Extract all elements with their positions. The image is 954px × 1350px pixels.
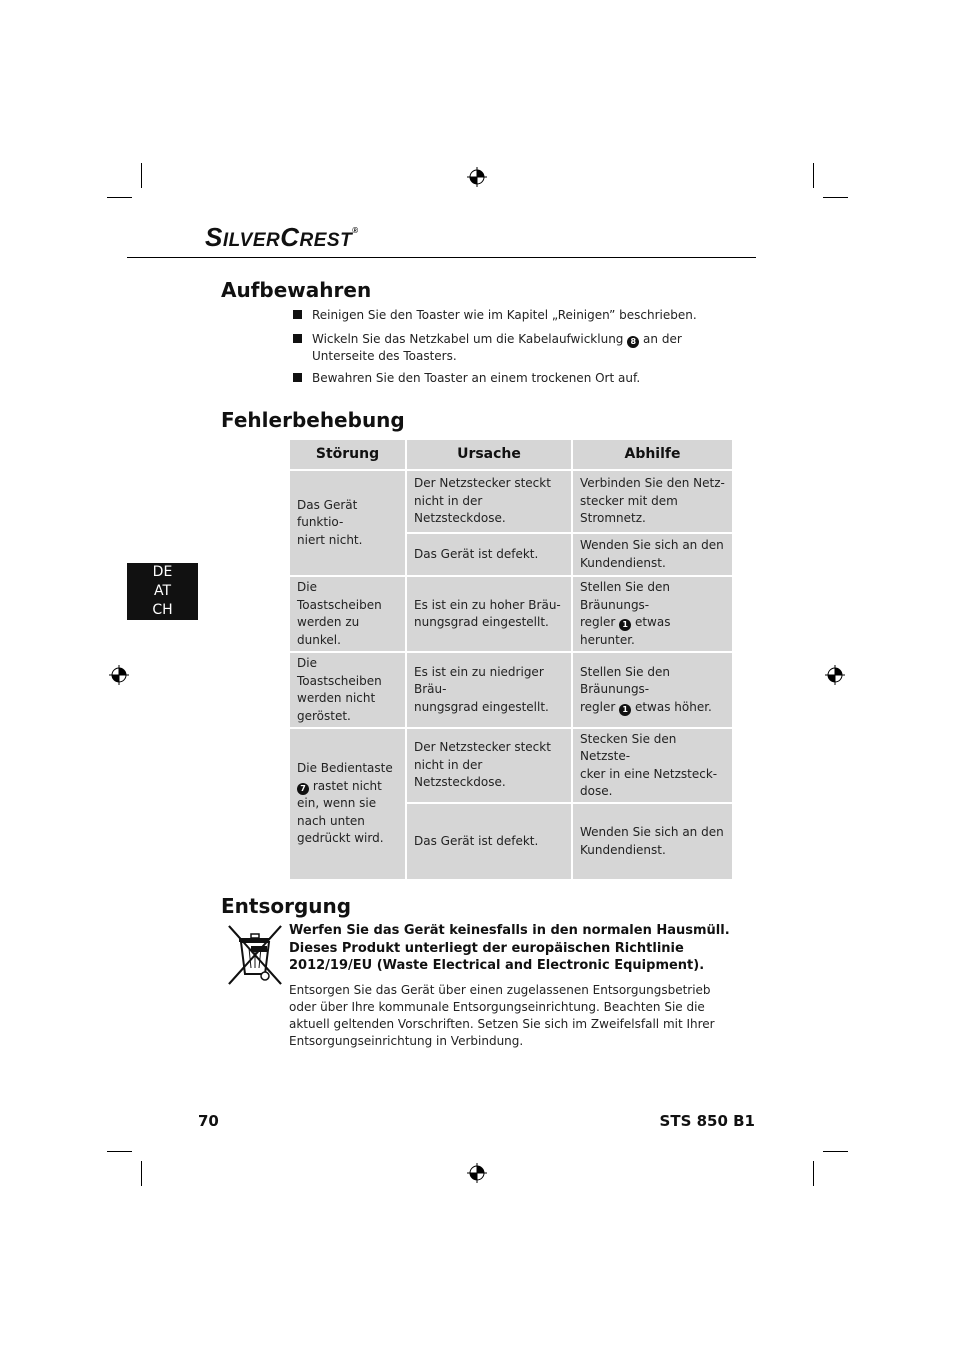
bullet-icon	[293, 373, 302, 382]
crop-mark	[141, 163, 142, 188]
table-cell-abhilfe: Stecken Sie den Netzste- cker in eine Netzsteck- dose.	[573, 729, 732, 802]
text-fragment: an der Unterseite des Toasters.	[312, 332, 682, 363]
header-rule	[127, 257, 756, 258]
section-title-entsorgung: Entsorgung	[221, 894, 352, 918]
text-fragment: etwas herunter.	[580, 615, 671, 647]
section-title-aufbewahren: Aufbewahren	[221, 278, 372, 302]
list-item	[293, 370, 723, 386]
logo-part: S	[205, 222, 223, 252]
troubleshooting-table	[290, 440, 732, 879]
registration-mark-icon	[467, 1163, 487, 1183]
table-header-stoerung: Störung	[290, 440, 405, 469]
cell-text	[580, 664, 725, 717]
table-cell-abhilfe: Wenden Sie sich an den Kundendienst.	[573, 804, 732, 879]
crop-mark	[823, 197, 848, 198]
table-cell-abhilfe	[573, 653, 732, 727]
part-reference-1: 1	[619, 619, 631, 631]
crop-mark	[107, 1151, 132, 1152]
page-number: 70	[198, 1112, 219, 1130]
table-cell-stoerung: Das Gerät funktio- niert nicht.	[290, 471, 405, 575]
table-cell-abhilfe: Wenden Sie sich an den Kundendienst.	[573, 534, 732, 575]
cell-text	[580, 579, 725, 649]
crop-mark	[813, 1161, 814, 1186]
text-fragment: Stellen Sie den Bräunungs- regler	[580, 664, 670, 714]
table-cell-stoerung	[290, 729, 405, 879]
table-cell-ursache: Es ist ein zu niedriger Bräu- nungsgrad eingestellt.	[407, 653, 571, 727]
list-item	[293, 307, 723, 323]
lang-code: CH	[152, 602, 173, 618]
table-cell-abhilfe: Verbinden Sie den Netz- stecker mit dem Stromnetz.	[573, 471, 732, 532]
crop-mark	[141, 1161, 142, 1186]
table-cell-ursache: Das Gerät ist defekt.	[407, 534, 571, 575]
table-cell-ursache: Der Netzstecker steckt nicht in der Netzsteckdose.	[407, 471, 571, 532]
part-reference-1: 1	[619, 704, 631, 716]
logo-part: ILVER	[222, 230, 281, 251]
crossed-out-wheelie-bin-icon	[225, 922, 285, 988]
lang-code: DE	[152, 564, 173, 580]
text-fragment: Wickeln Sie das Netzkabel um die Kabelaufwicklung	[312, 332, 628, 346]
table-cell-ursache: Es ist ein zu hoher Bräu- nungsgrad eingestellt.	[407, 577, 571, 651]
registered-mark: ®	[352, 226, 359, 235]
bullet-icon	[293, 334, 302, 343]
language-tab	[127, 563, 198, 620]
list-item-text: Bewahren Sie den Toaster an einem trockenen Ort auf.	[312, 371, 641, 385]
table-cell-stoerung: Die Toastscheiben werden nicht geröstet.	[290, 653, 405, 727]
disposal-warning: Werfen Sie das Gerät keinesfalls in den normalen Hausmüll. Dieses Produkt unterliegt der europäischen Richtlinie 2012/19/EU (Waste Electrical and Electronic Equipment).	[289, 923, 730, 973]
table-cell-ursache: Das Gerät ist defekt.	[407, 804, 571, 879]
crop-mark	[107, 197, 132, 198]
table-cell-abhilfe	[573, 577, 732, 651]
disposal-instructions: Entsorgen Sie das Gerät über einen zugelassenen Entsorgungsbetrieb oder über Ihre kommunale Entsorgungseinrichtung. Beachten Sie die aktuell geltenden Vorschriften. Setzen Sie sich im Zweifelsfall mit Ihrer Entsorgungseinrichtung in Verbindung.	[289, 983, 715, 1048]
logo-part: REST	[299, 230, 353, 251]
registration-mark-icon	[109, 665, 129, 685]
text-fragment: Stellen Sie den Bräunungs- regler	[580, 580, 670, 629]
cell-text	[297, 760, 398, 848]
text-fragment: etwas höher.	[631, 699, 712, 714]
list-item-text: Reinigen Sie den Toaster wie im Kapitel „Reinigen” beschrieben.	[312, 308, 697, 322]
crop-mark	[813, 163, 814, 188]
list-item-text	[312, 331, 723, 364]
registration-mark-icon	[825, 665, 845, 685]
table-header-abhilfe: Abhilfe	[573, 440, 732, 469]
logo-part: C	[280, 222, 300, 252]
silvercrest-logo	[205, 222, 359, 253]
crop-mark	[823, 1151, 848, 1152]
text-fragment: Die Bedientaste	[297, 761, 393, 776]
model-number: STS 850 B1	[659, 1112, 755, 1130]
table-cell-stoerung: Die Toastscheiben werden zu dunkel.	[290, 577, 405, 651]
section-title-fehlerbehebung: Fehlerbehebung	[221, 408, 405, 432]
bullet-icon	[293, 310, 302, 319]
lang-code: AT	[153, 583, 172, 599]
part-reference-8: 8	[627, 336, 639, 348]
table-cell-ursache: Der Netzstecker steckt nicht in der Netzsteckdose.	[407, 729, 571, 802]
part-reference-7: 7	[297, 783, 309, 795]
text-fragment: rastet nicht ein, wenn sie nach unten gedrückt wird.	[297, 778, 384, 846]
registration-mark-icon	[467, 167, 487, 187]
table-header-ursache: Ursache	[407, 440, 571, 469]
list-item	[293, 331, 723, 364]
